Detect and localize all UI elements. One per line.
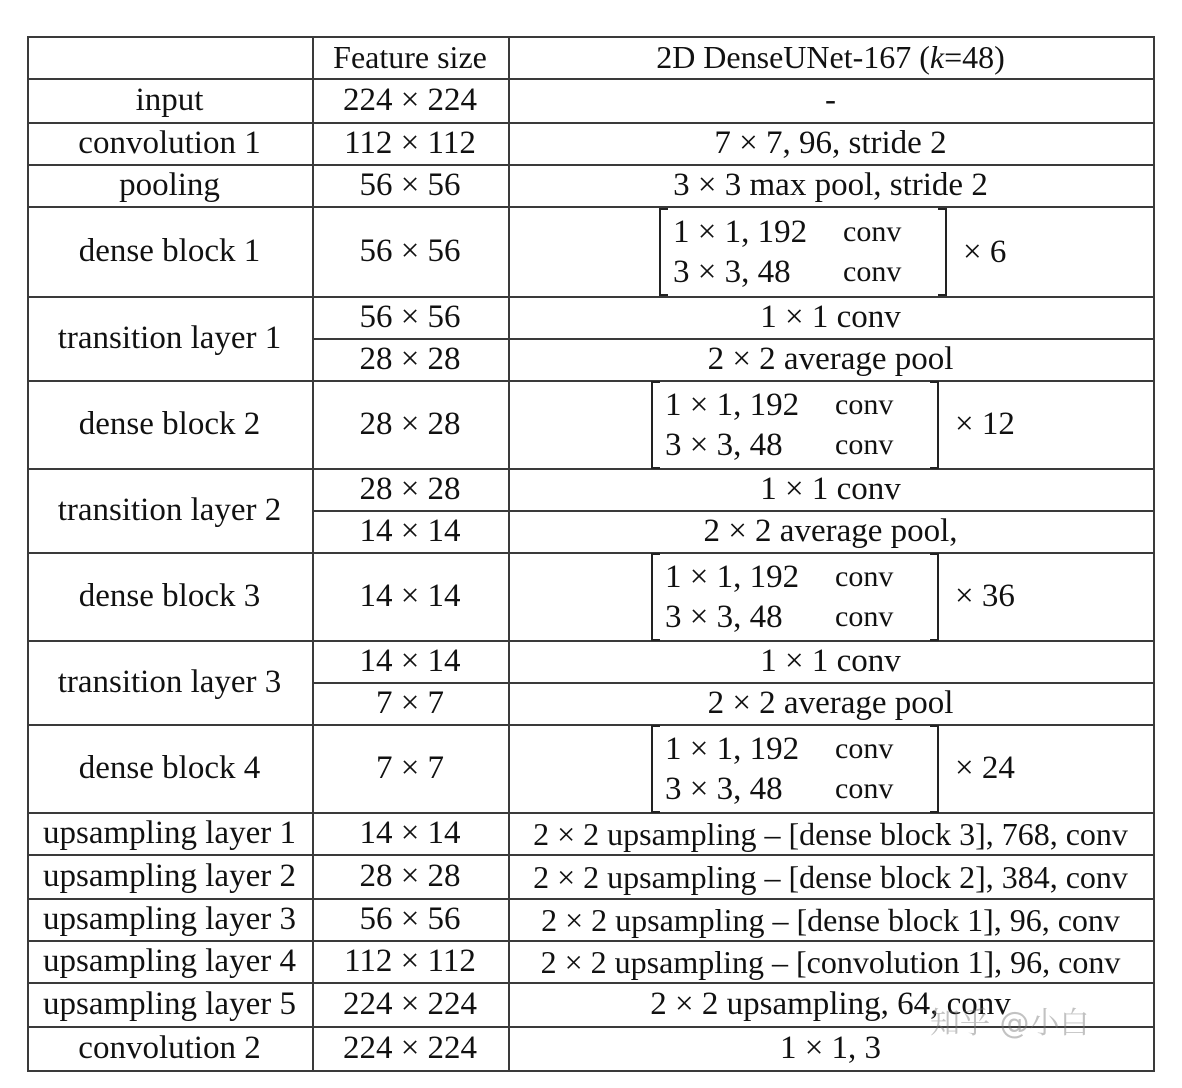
feature-size: 112 × 112 (344, 125, 476, 161)
watermark: 知乎 @小白 (930, 1006, 1090, 1041)
layer-name: dense block 1 (78, 233, 261, 269)
operation: 3 × 3 max pool, stride 2 (673, 167, 988, 203)
operation: 2 × 2 average pool, (703, 513, 958, 549)
feature-size: 28 × 28 (359, 406, 461, 442)
header-model-name: 2D DenseUNet-167 (k=48) (656, 39, 1005, 75)
matrix-line2-lhs: 3 × 3, 48 (673, 254, 791, 290)
matrix-line2-lhs: 3 × 3, 48 (665, 770, 783, 807)
matrix-line2-rhs: conv (843, 255, 902, 288)
repeat-count: × 6 (963, 233, 1007, 270)
layer-name: pooling (119, 167, 220, 203)
feature-size: 14 × 14 (359, 513, 461, 549)
dense-block-matrix (651, 725, 1015, 812)
matrix-line1-rhs: conv (835, 387, 894, 421)
layer-name: dense block 4 (78, 750, 261, 786)
operation: 1 × 1 conv (760, 299, 901, 335)
feature-size: 28 × 28 (359, 471, 461, 507)
layer-name: dense block 2 (78, 406, 261, 442)
layer-name: transition layer 3 (57, 664, 282, 700)
operation: 1 × 1 conv (760, 471, 901, 507)
matrix-line2-lhs: 3 × 3, 48 (665, 598, 783, 635)
matrix-line2-rhs: conv (835, 427, 894, 461)
header-feature-size: Feature size (333, 39, 487, 75)
layer-name: dense block 3 (78, 578, 261, 614)
matrix-bracket (659, 208, 947, 296)
dense-block-matrix (651, 553, 1015, 640)
repeat-count: × 24 (955, 750, 1015, 786)
operation: 1 × 1, 3 (779, 1030, 882, 1066)
matrix-line2-lhs: 3 × 3, 48 (665, 426, 783, 463)
layer-name: upsampling layer 5 (43, 986, 296, 1022)
feature-size: 56 × 56 (359, 299, 461, 335)
feature-size: 28 × 28 (359, 858, 461, 894)
feature-size: 14 × 14 (359, 643, 461, 679)
architecture-table (27, 36, 1155, 1072)
layer-name: upsampling layer 1 (43, 815, 296, 851)
matrix-line2-rhs: conv (835, 599, 894, 633)
operation: 2 × 2 upsampling – [dense block 1], 96, conv (541, 901, 1120, 938)
matrix-line1-lhs: 1 × 1, 192 (673, 214, 808, 250)
feature-size: 56 × 56 (359, 901, 461, 937)
repeat-count: × 36 (955, 578, 1015, 614)
layer-name: convolution 2 (78, 1030, 261, 1066)
feature-size: 224 × 224 (342, 82, 478, 118)
dense-block-matrix (651, 381, 1015, 468)
matrix-line1-lhs: 1 × 1, 192 (665, 730, 800, 767)
operation: 1 × 1 conv (760, 643, 901, 679)
feature-size: 7 × 7 (375, 750, 445, 786)
layer-name: upsampling layer 4 (43, 943, 296, 979)
feature-size: 224 × 224 (342, 1030, 478, 1066)
layer-name: convolution 1 (78, 125, 261, 161)
layer-name: input (135, 82, 204, 118)
matrix-line2-rhs: conv (835, 771, 894, 805)
operation: - (825, 82, 836, 118)
matrix-bracket (651, 725, 939, 813)
matrix-bracket (651, 553, 939, 641)
rule-right (1153, 36, 1155, 1072)
feature-size: 7 × 7 (375, 685, 445, 721)
rule-bottom (27, 1070, 1155, 1072)
layer-name: transition layer 2 (57, 492, 282, 528)
matrix-line1-rhs: conv (835, 731, 894, 765)
operation: 7 × 7, 96, stride 2 (714, 125, 947, 161)
matrix-line1-rhs: conv (843, 215, 902, 248)
operation: 2 × 2 upsampling – [convolution 1], 96, conv (540, 943, 1121, 980)
matrix-line1-lhs: 1 × 1, 192 (665, 386, 800, 423)
matrix-bracket (651, 381, 939, 469)
matrix-line1-rhs: conv (835, 559, 894, 593)
feature-size: 14 × 14 (359, 815, 461, 851)
operation: 2 × 2 upsampling – [dense block 2], 384, conv (533, 858, 1128, 895)
operation: 2 × 2 upsampling, 64, conv (650, 986, 1011, 1022)
feature-size: 56 × 56 (359, 167, 461, 203)
repeat-count: × 12 (955, 406, 1015, 442)
layer-name: transition layer 1 (57, 320, 282, 356)
feature-size: 224 × 224 (342, 986, 478, 1022)
matrix-line1-lhs: 1 × 1, 192 (665, 558, 800, 595)
layer-name: upsampling layer 3 (43, 901, 296, 937)
operation: 2 × 2 average pool (707, 341, 954, 377)
feature-size: 56 × 56 (359, 233, 461, 269)
dense-block-matrix (659, 208, 1006, 296)
operation: 2 × 2 average pool (707, 685, 954, 721)
layer-name: upsampling layer 2 (43, 858, 296, 894)
feature-size: 14 × 14 (359, 578, 461, 614)
operation: 2 × 2 upsampling – [dense block 3], 768, conv (533, 815, 1128, 852)
header-col1 (27, 36, 312, 78)
feature-size: 112 × 112 (344, 943, 476, 979)
feature-size: 28 × 28 (359, 341, 461, 377)
